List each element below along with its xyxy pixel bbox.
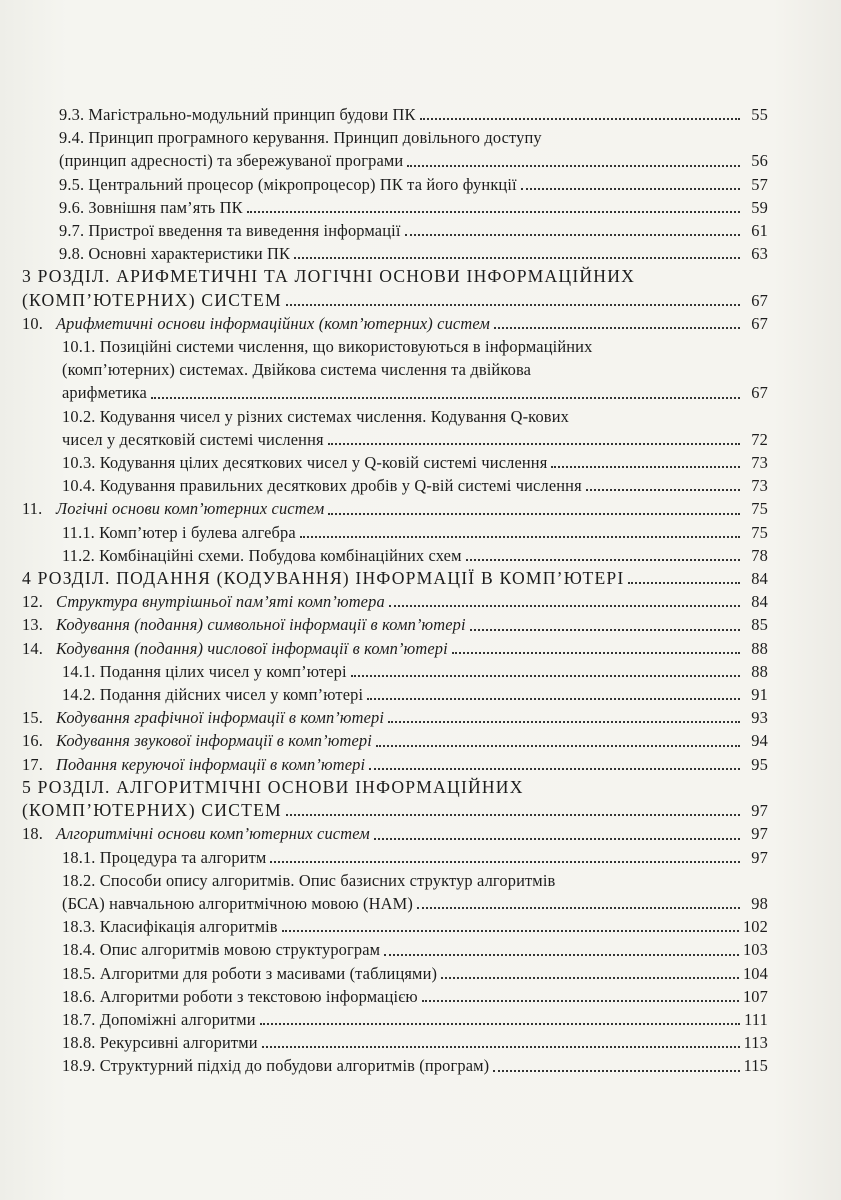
toc-page-number: 75: [751, 499, 768, 519]
table-of-contents: [22, 103, 768, 1078]
toc-entry: [22, 753, 768, 776]
toc-entry: [22, 219, 768, 242]
toc-page-number: 84: [751, 592, 768, 612]
dot-leader: [417, 907, 740, 909]
chapter-title: Подання керуючої інформації в комп’ютері: [56, 754, 366, 774]
toc-page-number: 56: [751, 151, 768, 171]
toc-page-number: 78: [751, 545, 768, 565]
toc-entry-title: 18.3. Класифікація алгоритмів: [62, 917, 278, 937]
toc-entry: [22, 451, 768, 474]
toc-page-number: 59: [751, 197, 768, 217]
toc-page-number: 111: [744, 1009, 768, 1029]
toc-entry: [22, 567, 768, 590]
toc-page-number: 88: [751, 661, 768, 681]
toc-entry-title: 18.8. Рекурсивні алгоритми: [62, 1033, 258, 1053]
chapter-title: Кодування (подання) числової інформації в комп’ютері: [56, 638, 448, 658]
toc-entry-title: 18.1. Процедура та алгоритм: [62, 847, 267, 867]
chapter-title: Алгоритмічні основи комп’ютерних систем: [56, 824, 370, 844]
toc-page-number: 67: [751, 290, 768, 310]
dot-leader: [551, 466, 740, 468]
dot-leader: [628, 582, 740, 584]
toc-entry: [22, 637, 768, 660]
toc-page-number: 57: [751, 174, 768, 194]
dot-leader: [270, 861, 740, 863]
toc-page-number: 63: [751, 244, 768, 264]
toc-page-number: 61: [751, 221, 768, 241]
section-heading: 4 РОЗДІЛ. ПОДАННЯ (КОДУВАННЯ) ІНФОРМАЦІЇ В КОМП’ЮТЕРІ: [22, 568, 625, 589]
toc-entry-title: 18.5. Алгоритми для роботи з масивами (таблицями): [62, 963, 438, 983]
toc-entry: [22, 962, 768, 985]
toc-entry-title: 9.3. Магістрально-модульний принцип будови ПК: [59, 105, 416, 124]
toc-entry: [22, 1054, 768, 1077]
dot-leader: [388, 721, 740, 723]
chapter-number: 10.: [22, 313, 43, 333]
toc-entry: [22, 1031, 768, 1054]
dot-leader: [282, 930, 739, 932]
toc-page-number: 73: [751, 476, 768, 496]
toc-page-number: 98: [751, 893, 768, 913]
dot-leader: [262, 1046, 740, 1048]
dot-leader: [452, 652, 740, 654]
toc-entry: [22, 381, 768, 404]
toc-entry: [22, 242, 768, 265]
toc-entry: [22, 915, 768, 938]
dot-leader: [384, 954, 739, 956]
toc-entry: [22, 799, 768, 822]
toc-page-number: 73: [751, 453, 768, 473]
chapter-title: Арифметичні основи інформаційних (комп’ютерних) систем: [56, 313, 490, 333]
dot-leader: [405, 234, 740, 236]
toc-entry-title: 9.5. Центральний процесор (мікропроцесор) ПК та його функції: [59, 174, 517, 194]
toc-entry-title: 14.1. Подання цілих чисел у комп’ютері: [62, 661, 347, 681]
toc-entry: [22, 497, 768, 520]
toc-entry-title: 11.1. Комп’ютер і булева алгебра: [62, 522, 296, 542]
toc-page-number: 95: [751, 754, 768, 774]
toc-entry: [22, 103, 768, 126]
toc-entry: [22, 289, 768, 312]
toc-page-number: 55: [751, 105, 768, 124]
chapter-title: Кодування (подання) символьної інформації в комп’ютері: [56, 615, 466, 635]
dot-leader: [521, 188, 740, 190]
dot-leader: [493, 1070, 739, 1072]
toc-entry: [22, 660, 768, 683]
toc-entry-title: 10.1. Позиційні системи числення, що використовуються в інформаційних: [62, 337, 593, 357]
chapter-number: 11.: [22, 499, 43, 519]
toc-entry: [22, 1008, 768, 1031]
dot-leader: [470, 629, 740, 631]
toc-page-number: 97: [751, 824, 768, 844]
dot-leader: [420, 118, 740, 120]
toc-page-number: 75: [751, 522, 768, 542]
toc-entry: [22, 985, 768, 1008]
dot-leader: [300, 536, 740, 538]
toc-page-number: 103: [742, 940, 768, 960]
toc-entry: [22, 892, 768, 915]
toc-entry-title: 10.4. Кодування правильних десяткових дробів у Q-вій системі числення: [62, 476, 582, 496]
dot-leader: [369, 768, 740, 770]
chapter-number: 13.: [22, 615, 43, 635]
toc-page-number: 88: [751, 638, 768, 658]
chapter-number: 14.: [22, 638, 43, 658]
toc-page-number: 97: [751, 801, 768, 821]
toc-entry: [22, 521, 768, 544]
toc-entry-title-cont: (комп’ютерних) системах. Двійкова система числення та двійкова: [62, 360, 532, 380]
toc-entry-title: 9.8. Основні характеристики ПК: [59, 244, 291, 264]
dot-leader: [351, 675, 740, 677]
chapter-number: 17.: [22, 754, 43, 774]
dot-leader: [247, 211, 740, 213]
toc-page-number: 67: [751, 313, 768, 333]
toc-entry: [22, 544, 768, 567]
dot-leader: [441, 977, 739, 979]
toc-entry-title: 10.3. Кодування цілих десяткових чисел у Q-ковій системі числення: [62, 453, 548, 473]
toc-entry-title: 18.2. Способи опису алгоритмів. Опис базисних структур алгоритмів: [62, 870, 556, 890]
toc-entry: [22, 196, 768, 219]
toc-entry-title-cont: чисел у десятковій системі числення: [62, 429, 324, 449]
dot-leader: [328, 513, 740, 515]
toc-entry: [22, 149, 768, 172]
dot-leader: [367, 698, 740, 700]
toc-page-number: 104: [742, 963, 768, 983]
toc-entry-title: 9.7. Пристрої введення та виведення інформації: [59, 221, 401, 241]
chapter-number: 16.: [22, 731, 43, 751]
toc-entry-title: 10.2. Кодування чисел у різних системах числення. Кодування Q-кових: [62, 406, 569, 426]
dot-leader: [466, 559, 740, 561]
dot-leader: [260, 1023, 740, 1025]
dot-leader: [286, 814, 740, 816]
dot-leader: [151, 397, 740, 399]
toc-page-number: 85: [751, 615, 768, 635]
dot-leader: [586, 489, 740, 491]
toc-entry-title: 9.4. Принцип програмного керування. Принцип довільного доступу: [59, 128, 542, 148]
section-heading-cont: (КОМП’ЮТЕРНИХ) СИСТЕМ: [22, 289, 282, 310]
toc-entry: [22, 683, 768, 706]
toc-page-number: 102: [742, 917, 768, 937]
dot-leader: [376, 745, 740, 747]
toc-entry: [22, 938, 768, 961]
toc-page-number: 72: [751, 429, 768, 449]
toc-entry-title: 18.9. Структурний підхід до побудови алгоритмів (програм): [62, 1056, 490, 1076]
toc-entry-title: 14.2. Подання дійсних чисел у комп’ютері: [62, 685, 364, 705]
toc-page-number: 84: [751, 569, 768, 589]
toc-page-number: 91: [751, 685, 768, 705]
toc-page-number: 67: [751, 383, 768, 403]
toc-entry: [22, 312, 768, 335]
toc-entry: [22, 822, 768, 845]
dot-leader: [422, 1000, 739, 1002]
toc-entry: [22, 590, 768, 613]
dot-leader: [286, 304, 740, 306]
chapter-number: 15.: [22, 708, 43, 728]
chapter-title: Структура внутрішньої пам’яті комп’ютера: [56, 592, 385, 612]
chapter-title: Кодування графічної інформації в комп’ютері: [56, 708, 385, 728]
toc-entry: [22, 613, 768, 636]
toc-page-number: 113: [743, 1033, 768, 1053]
dot-leader: [328, 443, 740, 445]
dot-leader: [494, 327, 740, 329]
toc-entry: [22, 846, 768, 869]
toc-page-number: 97: [751, 847, 768, 867]
chapter-title: Кодування звукової інформації в комп’ютері: [56, 731, 372, 751]
chapter-number: 12.: [22, 592, 43, 612]
toc-page-number: 94: [751, 731, 768, 751]
dot-leader: [374, 838, 740, 840]
toc-entry-title: 18.4. Опис алгоритмів мовою структурограм: [62, 940, 381, 960]
chapter-number: 18.: [22, 824, 43, 844]
section-heading: 3 РОЗДІЛ. АРИФМЕТИЧНІ ТА ЛОГІЧНІ ОСНОВИ ІНФОРМАЦІЙНИХ: [22, 266, 636, 287]
chapter-title: Логічні основи комп’ютерних систем: [56, 499, 325, 519]
section-heading: 5 РОЗДІЛ. АЛГОРИТМІЧНІ ОСНОВИ ІНФОРМАЦІЙНИХ: [22, 776, 524, 797]
toc-entry-title: 9.6. Зовнішня пам’ять ПК: [59, 197, 243, 217]
dot-leader: [407, 165, 740, 167]
toc-entry: [22, 706, 768, 729]
toc-page-number: 107: [742, 986, 768, 1006]
toc-entry: [22, 428, 768, 451]
dot-leader: [389, 605, 740, 607]
toc-entry-title: 18.6. Алгоритми роботи з текстовою інформацією: [62, 986, 418, 1006]
toc-entry: [22, 173, 768, 196]
section-heading-cont: (КОМП’ЮТЕРНИХ) СИСТЕМ: [22, 800, 282, 821]
toc-entry-title-cont: (принцип адресності) та збережуваної програми: [59, 151, 404, 171]
toc-entry-title: 11.2. Комбінаційні схеми. Побудова комбінаційних схем: [62, 545, 462, 565]
dot-leader: [294, 257, 740, 259]
toc-entry: [22, 729, 768, 752]
toc-entry-title-cont: (БСА) навчальною алгоритмічною мовою (НАМ): [62, 893, 413, 913]
toc-entry: [22, 474, 768, 497]
toc-page-number: 93: [751, 708, 768, 728]
toc-entry-title-cont: арифметика: [62, 383, 147, 403]
toc-page-number: 115: [743, 1056, 768, 1076]
toc-entry-title: 18.7. Допоміжні алгоритми: [62, 1009, 256, 1029]
